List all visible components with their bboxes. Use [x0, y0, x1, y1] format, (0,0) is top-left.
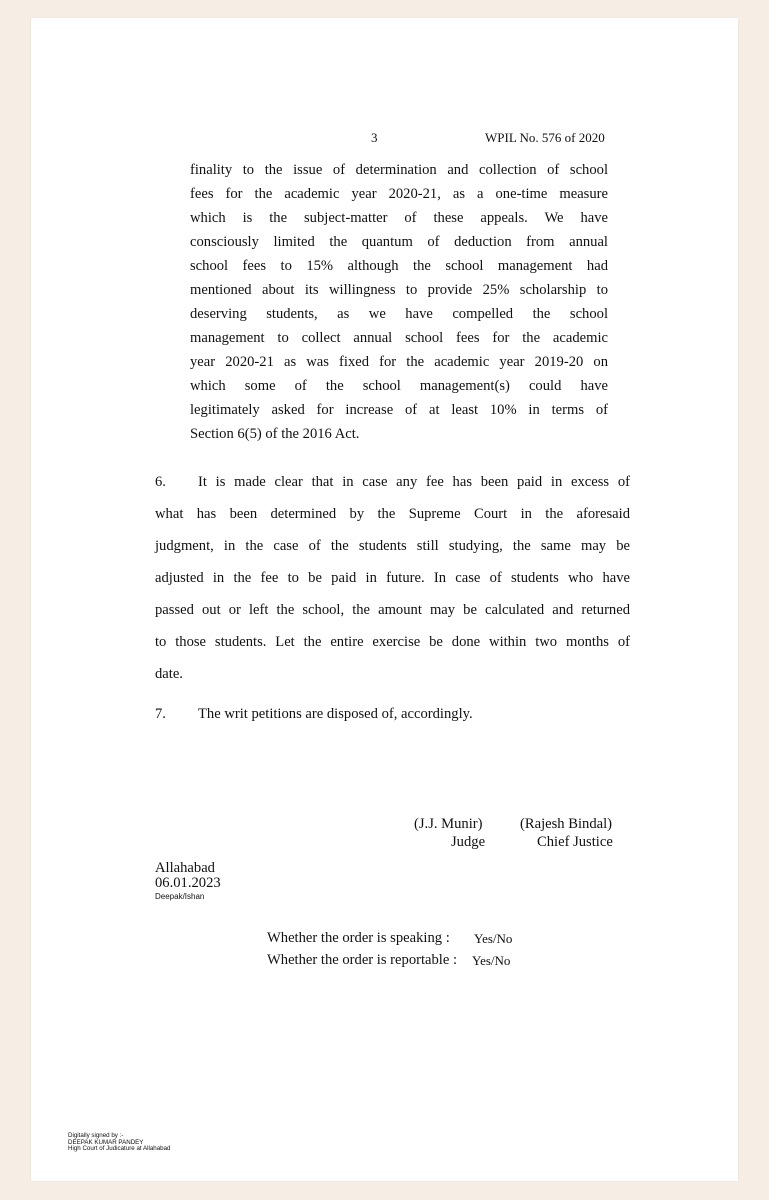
case-number: WPIL No. 576 of 2020: [485, 130, 605, 145]
quote-line: deserving students, as we have compelled the school: [190, 306, 608, 322]
paragraph-line: It is made clear that in case any fee has been paid in excess of: [198, 474, 630, 490]
paragraph-line: what has been determined by the Supreme Court in the aforesaid: [155, 506, 630, 522]
judge-name: (J.J. Munir): [414, 816, 483, 832]
paragraph-line: judgment, in the case of the students still studying, the same may be: [155, 538, 630, 554]
quote-line: which some of the school management(s) could have: [190, 378, 608, 394]
paragraph-text: The writ petitions are disposed of, accordingly.: [198, 706, 473, 722]
quote-line: year 2020-21 as was fixed for the academic year 2019-20 on: [190, 354, 608, 370]
quote-line: finality to the issue of determination and collection of school: [190, 162, 608, 178]
chief-justice-name: (Rajesh Bindal): [520, 816, 613, 832]
paragraph-line: passed out or left the school, the amount may be calculated and returned: [155, 602, 630, 618]
paragraph-6: [155, 466, 630, 690]
judge-title: Judge: [451, 834, 486, 850]
quote-line: school fees to 15% although the school management had: [190, 258, 608, 274]
place: Allahabad: [155, 860, 215, 876]
paragraph-7: [155, 698, 630, 730]
digital-signature-block: [68, 1133, 171, 1153]
quote-line: fees for the academic year 2020-21, as a one-time measure: [190, 186, 608, 202]
speaking-answer: Yes/No: [474, 931, 513, 946]
paragraph-line: adjusted in the fee to be paid in future. In case of students who have: [155, 570, 630, 586]
quote-line: Section 6(5) of the 2016 Act.: [190, 426, 360, 442]
paragraph-number: 6.: [155, 474, 166, 490]
digital-signature-signer: DEEPAK KUMAR PANDEY: [68, 1138, 144, 1146]
chief-justice-title: Chief Justice: [537, 834, 613, 850]
document-page: [31, 18, 738, 1181]
order-date: 06.01.2023: [155, 875, 221, 891]
quote-line: mentioned about its willingness to provide 25% scholarship to: [190, 282, 608, 298]
digital-signature-line: Digitally signed by :-: [68, 1132, 124, 1139]
quote-line: which is the subject-matter of these appeals. We have: [190, 210, 608, 226]
reportable-answer: Yes/No: [472, 953, 511, 968]
paragraph-line: to those students. Let the entire exercise be done within two months of: [155, 634, 630, 650]
paragraph-number: 7.: [155, 706, 166, 722]
quoted-passage: [190, 158, 608, 446]
speaking-question: Whether the order is speaking :: [267, 930, 450, 946]
page-number: 3: [371, 130, 378, 145]
digital-signature-court: High Court of Judicature at Allahabad: [68, 1145, 171, 1153]
reportable-question: Whether the order is reportable :: [267, 952, 458, 968]
quote-line: legitimately asked for increase of at least 10% in terms of: [190, 402, 608, 418]
paragraph-line: date.: [155, 666, 183, 682]
initials: Deepak/Ishan: [155, 892, 205, 901]
quote-line: management to collect annual school fees for the academic: [190, 330, 608, 346]
quote-line: consciously limited the quantum of deduction from annual: [190, 234, 608, 250]
